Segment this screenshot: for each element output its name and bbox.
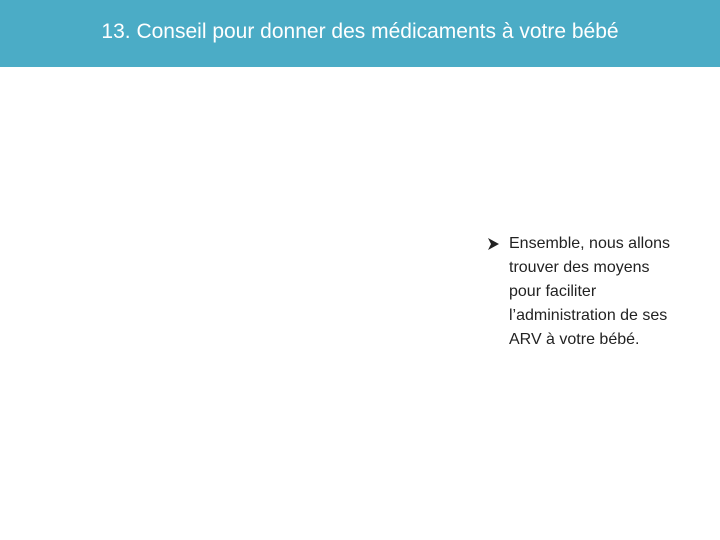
bullet-text: Ensemble, nous allons trouver des moyens pour faciliter l’administration de ses ARV à votre bébé. — [509, 235, 670, 348]
arrow-bullet-icon — [487, 232, 509, 256]
content-box — [487, 232, 677, 352]
slide-title: 13. Conseil pour donner des médicaments à votre bébé — [101, 20, 619, 43]
bullet-item — [487, 232, 677, 352]
title-bar — [0, 0, 720, 67]
